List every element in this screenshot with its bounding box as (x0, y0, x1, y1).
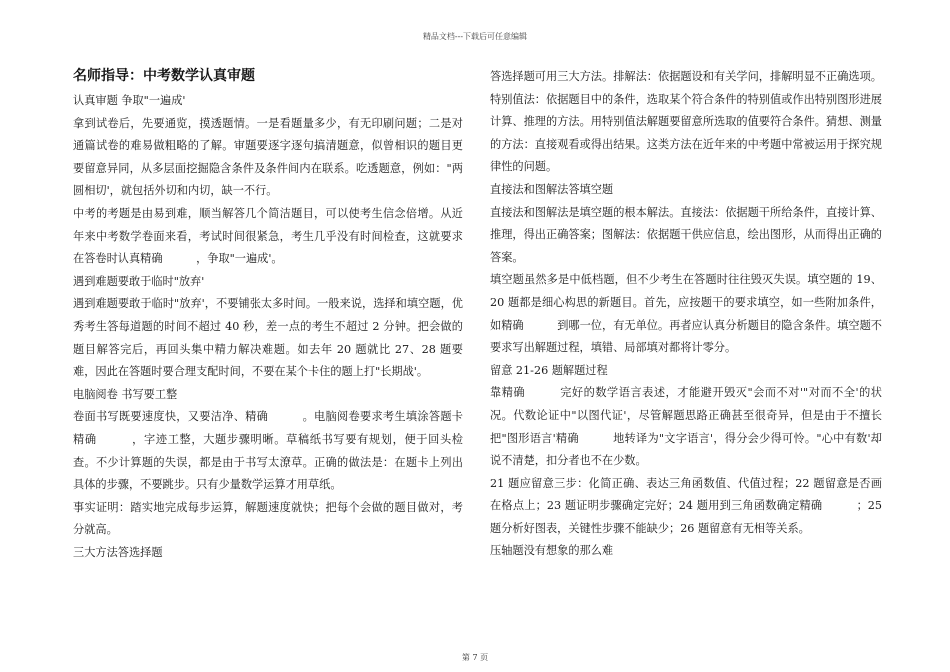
body-paragraph: 事实证明：踏实地完成每步运算，解题速度就快；把每个会做的题目做对，考分就高。 (73, 500, 463, 537)
body-paragraph: 卷面书写既要速度快，又要洁净、精确 。电脑阅卷要求考生填涂答题卡精确 ，字迹工整，大题步骤明晰。草稿纸书写要有规划，便于回头检查。不少计算题的失误，都是由于书写太潦草。正确的做法是：在题卡上列出具体的步骤，不要跳步。只有少量数学运算才用草纸。 (73, 410, 463, 492)
body-paragraph: 中考的考题是由易到难，顺当解答几个简洁题目，可以使考生信念倍增。从近年来中考数学卷面来看，考试时间很紧急，考生几乎没有时间检查，这就要求在答卷时认真精确 ，争取"一遍成'。 (73, 206, 463, 266)
body-paragraph: 遇到难题要敢于临时"放弃'，不要铺张太多时间。一般来说，选择和填空题，优秀考生答每道题的时间不超过 40 秒，差一点的考生不超过 2 分钟。把会做的题目解答完后，再回头集中精力解决难题。如去年 20 题就比 27、28 题要难，因此在答题时要合理支配时间，不要在某个卡住的题上打"长期战'。 (73, 297, 463, 379)
page-header-note: 精品文档---下载后可任意编辑 (422, 32, 528, 41)
section-heading: 电脑阅卷 书写要工整 (73, 387, 178, 401)
left-column (73, 66, 463, 564)
section-heading: 三大方法答选择题 (73, 545, 163, 559)
section-heading: 遇到难题要敢于临时"放弃' (73, 274, 205, 288)
section-heading: 认真审题 争取"一遍成' (73, 94, 186, 107)
body-paragraph: 拿到试卷后，先要通览，摸透题情。一是看题量多少，有无印刷问题；二是对通篇试卷的难易做粗略的了解。审题要逐字逐句搞清题意，似曾相识的题目更要留意异同，从多层面挖掘隐含条件及条件间内在联系。吃透题意，例如："两圆相切'，就包括外切和内切，缺一不行。 (73, 116, 463, 198)
body-paragraph: 直接法和图解法是填空题的根本解法。直接法：依据题干所给条件，直接计算、推理，得出正确答案；图解法：依据题干供应信息，绘出图形，从而得出正确的答案。 (490, 205, 882, 264)
body-paragraph: 21 题应留意三步：化简正确、表达三角函数值、代值过程；22 题留意是否画在格点上；23 题证明步骤确定完好；24 题用到三角函数确定精确 ；25 题分析好图表，关键性步骤不能缺少；26 题留意有无相等关系。 (490, 476, 882, 535)
body-paragraph: 答选择题可用三大方法。排解法：依据题设和有关学问，排解明显不正确选项。特别值法：依据题目中的条件，选取某个符合条件的特别值或作出特别图形进展计算、推理的方法。用特别值法解题要留意所选取的值要符合条件。猜想、测量的方法：直接观看或得出结果。这类方法在近年来的中考题中常被运用于探究规律性的问题。 (490, 70, 882, 174)
article-title: 名师指导：中考数学认真审题 (73, 68, 255, 84)
section-heading: 直接法和图解法答填空题 (490, 182, 614, 196)
right-column (490, 66, 882, 563)
section-heading: 留意 21-26 题解题过程 (490, 363, 608, 377)
page-number: 第 7 页 (461, 653, 489, 662)
body-paragraph: 靠精确 完好的数学语言表述，才能避开毁灭"会而不对'"对而不全'的状况。代数论证中"以图代证'，尽管解题思路正确甚至很奇异，但是由于不擅长把"图形语言'精确 地转译为"文字语言'，得分会少得可怜。"心中有数'却说不清楚，扣分者也不在少数。 (490, 386, 882, 468)
section-heading: 压轴题没有想象的那么难 (490, 544, 614, 558)
body-paragraph: 填空题虽然多是中低档题，但不少考生在答题时往往毁灭失误。填空题的 19、20 题都是细心构思的新题目。首先，应按题干的要求填空，如一些附加条件，如精确 到哪一位，有无单位。再者应认真分析题目的隐含条件。填空题不要求写出解题过程，填错、局部填对都将计零分。 (490, 273, 882, 355)
